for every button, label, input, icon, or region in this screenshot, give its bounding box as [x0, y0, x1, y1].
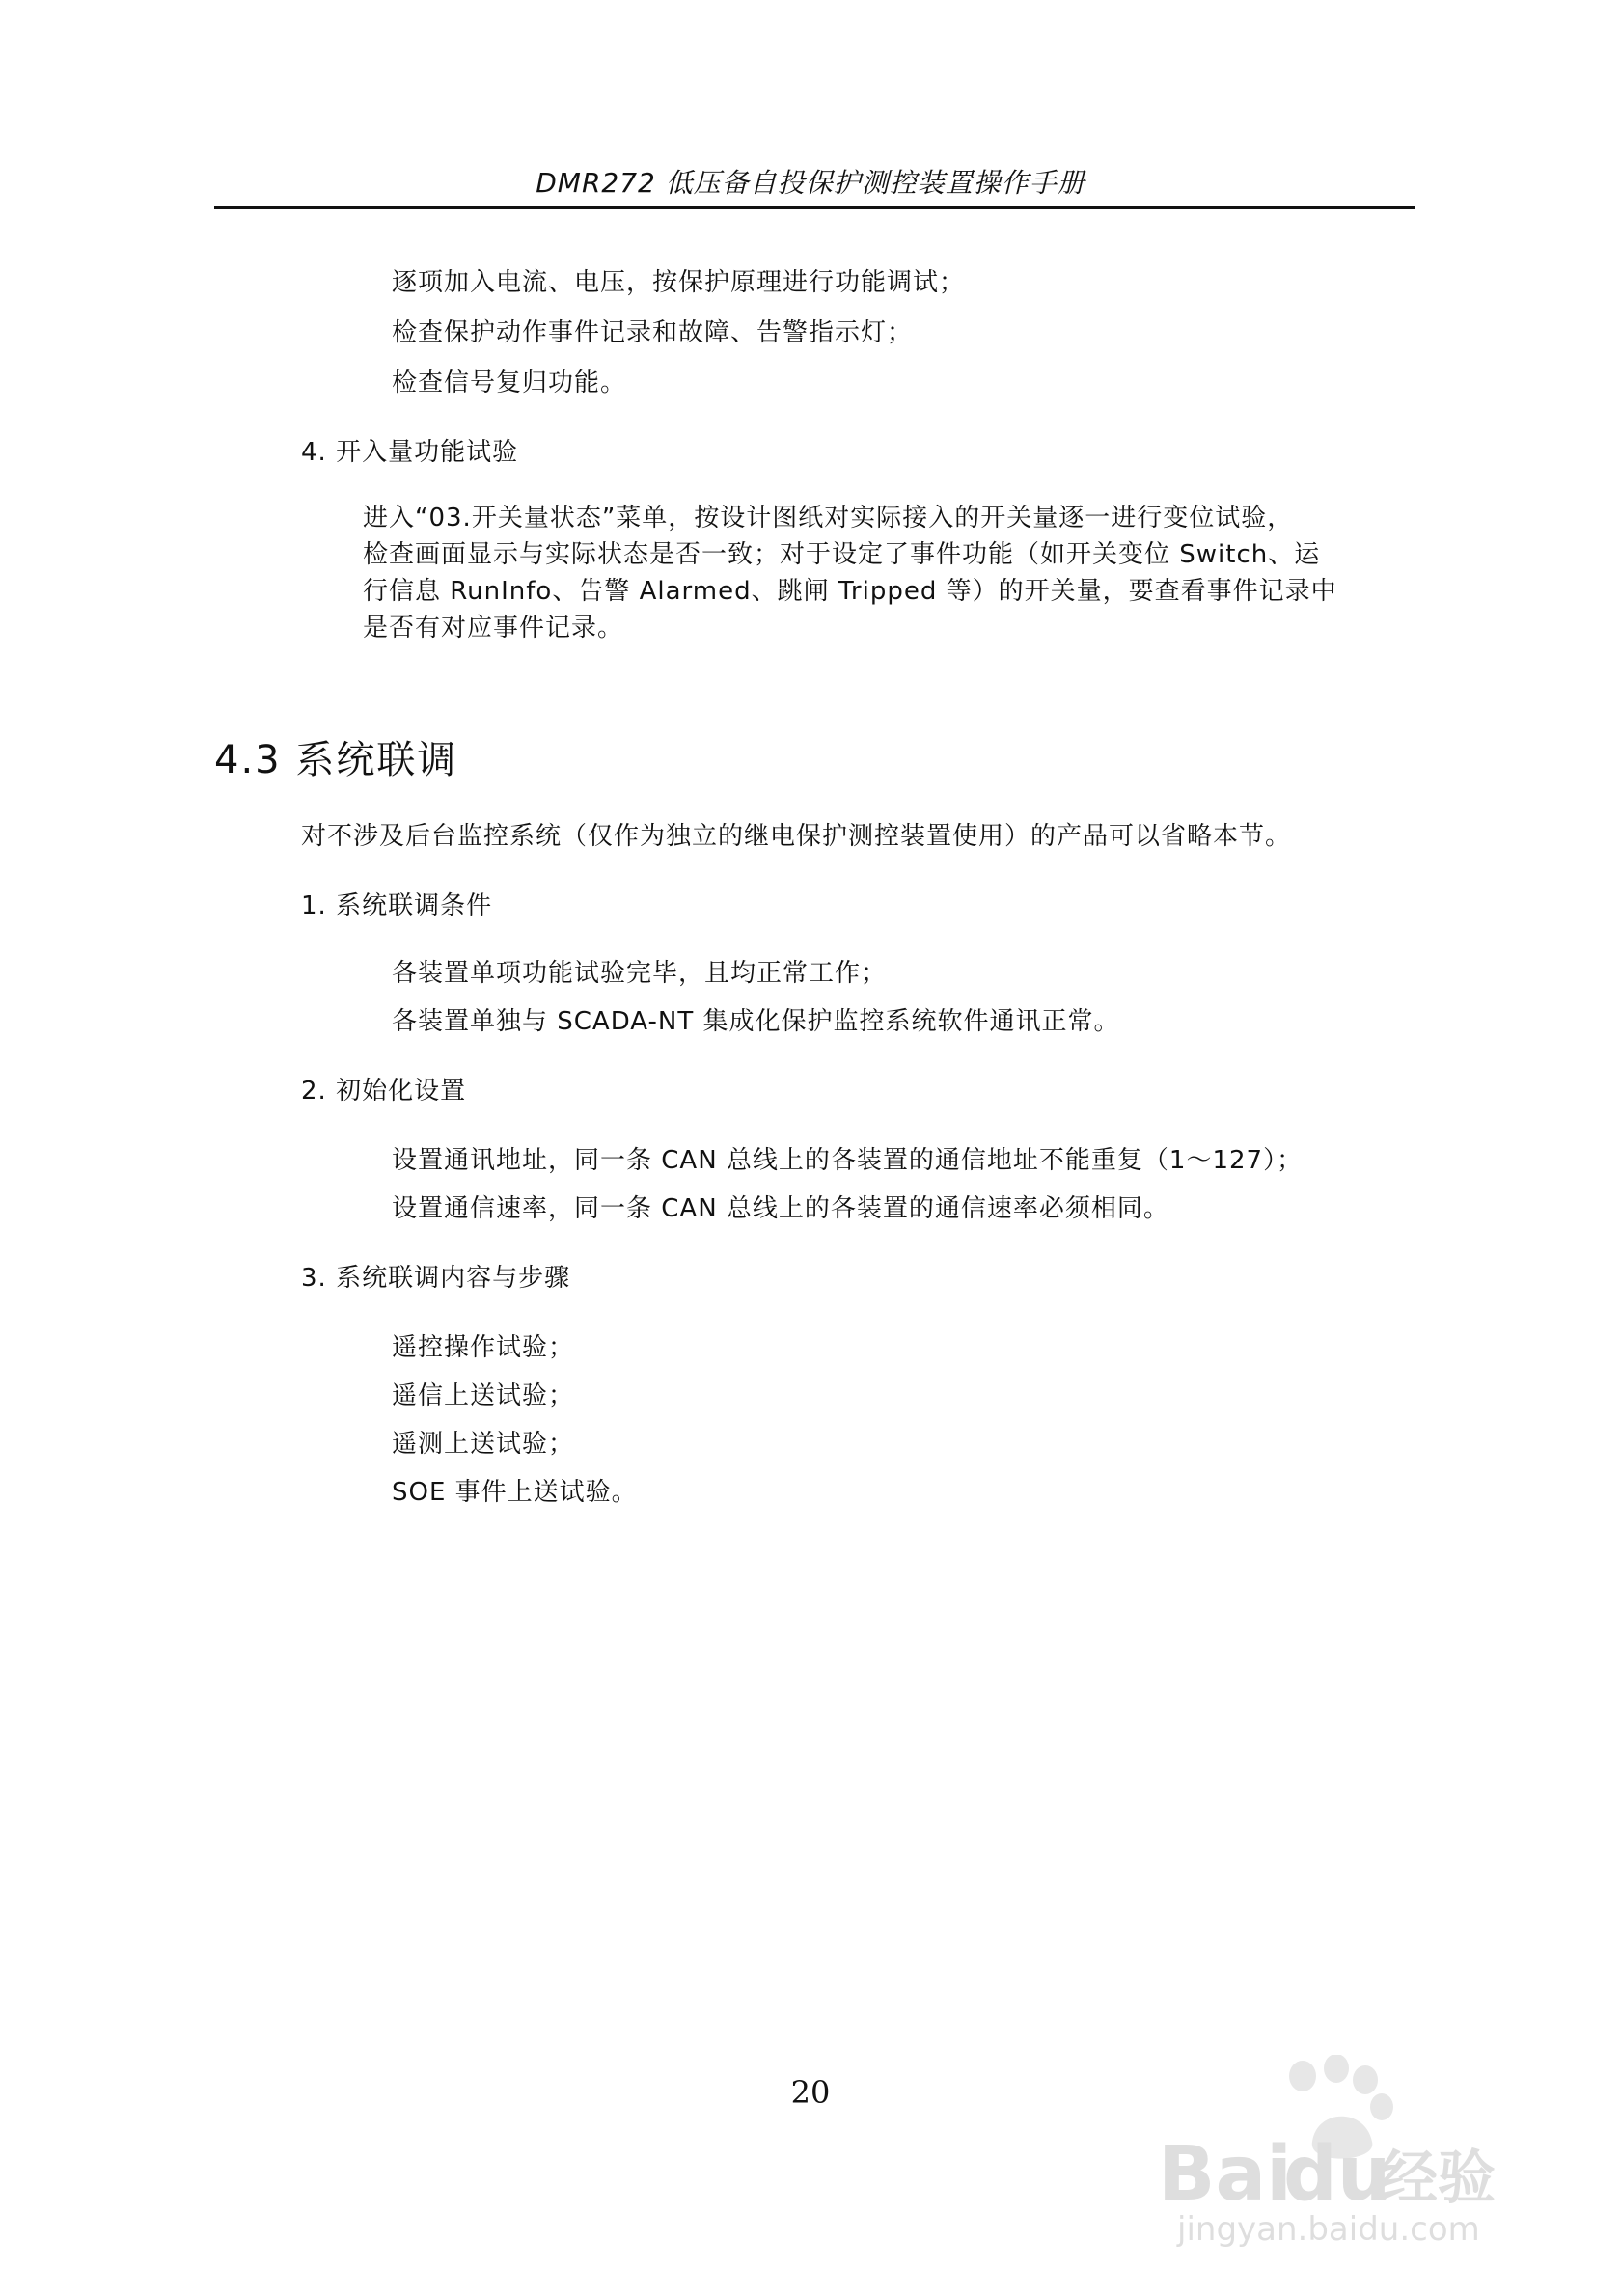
- header-divider: [214, 206, 1415, 209]
- body-line: 设置通讯地址，同一条 CAN 总线上的各装置的通信地址不能重复（1～127）；: [392, 1146, 1304, 1175]
- list-item-title: 3. 系统联调内容与步骤: [301, 1264, 571, 1293]
- body-line: 遥测上送试验；: [392, 1430, 575, 1459]
- list-item-title: 1. 系统联调条件: [301, 891, 493, 920]
- body-line: 遥控操作试验；: [392, 1333, 575, 1362]
- body-line: 检查保护动作事件记录和故障、告警指示灯；: [392, 318, 914, 347]
- page-number: 20: [790, 2074, 831, 2111]
- body-line: 各装置单项功能试验完毕，且均正常工作；: [392, 959, 888, 988]
- watermark-brand: 经验: [1380, 2145, 1496, 2212]
- list-item-title: 4. 开入量功能试验: [301, 438, 519, 467]
- section-heading: 4.3 系统联调: [214, 738, 458, 782]
- paragraph-line: 行信息 RunInfo、告警 Alarmed、跳闸 Tripped 等）的开关量，要查看事件记录中: [363, 577, 1337, 606]
- watermark-url: jingyan.baidu.com: [1177, 2210, 1480, 2248]
- baidu-jingyan-watermark: [1158, 2055, 1525, 2248]
- watermark-brand: du: [1283, 2131, 1391, 2218]
- paragraph-line: 进入“03.开关量状态”菜单，按设计图纸对实际接入的开关量逐一进行变位试验，: [363, 504, 1294, 533]
- body-line: 遥信上送试验；: [392, 1381, 575, 1410]
- paragraph-line: 是否有对应事件记录。: [363, 614, 624, 642]
- body-line: 设置通信速率，同一条 CAN 总线上的各装置的通信速率必须相同。: [392, 1194, 1169, 1223]
- item4-paragraph: [363, 500, 1424, 646]
- body-line: 检查信号复归功能。: [392, 369, 627, 397]
- paragraph-line: 检查画面显示与实际状态是否一致；对于设定了事件功能（如开关变位 Switch、运: [363, 540, 1321, 569]
- body-line: 各装置单独与 SCADA-NT 集成化保护监控系统软件通讯正常。: [392, 1007, 1120, 1036]
- list-item-title: 2. 初始化设置: [301, 1077, 467, 1106]
- running-header-title: DMR272 低压备自投保护测控装置操作手册: [536, 167, 1085, 199]
- watermark-brand: Bai: [1158, 2131, 1292, 2218]
- body-line: SOE 事件上送试验。: [392, 1478, 638, 1507]
- body-line: 逐项加入电流、电压，按保护原理进行功能调试；: [392, 268, 966, 297]
- section-intro: 对不涉及后台监控系统（仅作为独立的继电保护测控装置使用）的产品可以省略本节。: [301, 822, 1292, 851]
